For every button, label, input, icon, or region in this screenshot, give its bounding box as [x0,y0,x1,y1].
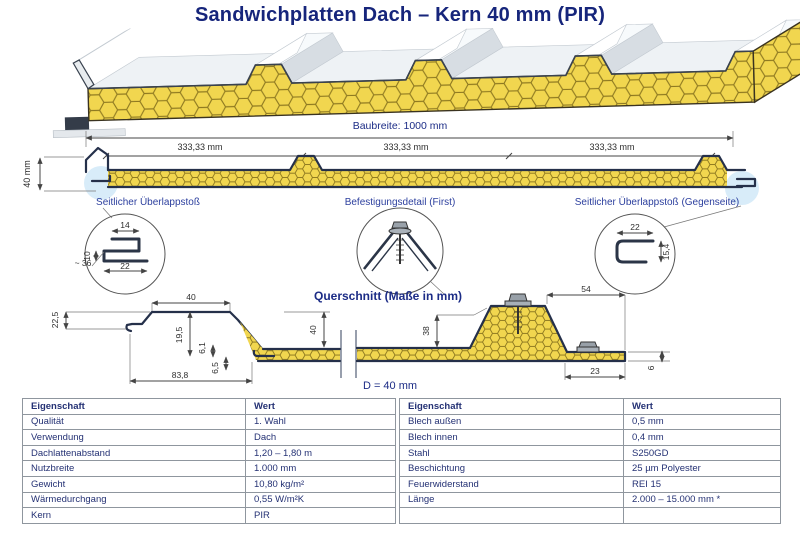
spec-cell: 1,20 – 1,80 m [246,445,396,461]
spec-cell: Nutzbreite [23,461,246,477]
detail-right-dim-side: 15,4 [661,243,671,261]
cross-section-foam [108,157,727,186]
spec-cell: 25 µm Polyester [624,461,781,477]
detail-right-dim-top: 22 [630,222,640,232]
table-row [23,508,396,524]
table-header-row [400,399,781,415]
table-row [400,461,781,477]
page-title: Sandwichplatten Dach – Kern 40 mm (PIR) [194,4,606,26]
spec-cell: Dach [246,430,396,446]
detail-left-dim-bottom: 22 [120,261,130,271]
dim-22-5: 22,5 [50,311,60,329]
table-row [23,445,396,461]
spec-cell: 1. Wahl [246,414,396,430]
querschnitt-drawing [50,284,670,392]
header-wert: Wert [246,399,396,415]
segment-dim-3: 333,33 mm [589,142,635,152]
table-row [400,414,781,430]
table-row [400,430,781,446]
detail-circle-left [75,214,165,294]
table-row [23,414,396,430]
spec-cell: 1.000 mm [246,461,396,477]
spec-cell: PIR [246,508,396,524]
callout-right-label: Seitlicher Überlappstoß (Gegenseite) [574,197,740,208]
header-eigenschaft: Eigenschaft [400,399,624,415]
table-row [23,461,396,477]
height-dim: 40 mm [22,160,32,188]
spec-cell: REI 15 [624,476,781,492]
dim-40-mid: 40 [308,325,318,335]
detail-circle-right [595,214,675,294]
spec-cell: 0,5 mm [624,414,781,430]
spec-cell: 0,4 mm [624,430,781,446]
table-row [23,492,396,508]
spec-cell: Kern [23,508,246,524]
spec-cell: 2.000 – 15.000 mm * [624,492,781,508]
dim-40-left: 40 [186,292,196,302]
querschnitt-title: Querschnitt (Maße in mm) [313,289,463,303]
dim-6-1: 6,1 [197,342,207,354]
panel-edge-flashing [73,60,94,90]
header-wert: Wert [624,399,781,415]
table-row [400,445,781,461]
detail-circle-fastener [357,208,444,294]
spec-cell: Beschichtung [400,461,624,477]
spec-cell: Stahl [400,445,624,461]
dim-38: 38 [421,326,431,336]
spec-cell: 10,80 kg/m² [246,476,396,492]
dim-6: 6 [646,365,656,371]
spec-cell: Verwendung [23,430,246,446]
cross-section-drawing [22,120,759,227]
spec-table-left [22,398,396,524]
spec-cell [400,508,624,524]
spec-cell: Feuerwiderstand [400,476,624,492]
spec-cell: 0,55 W/m²K [246,492,396,508]
panel-3d-render [50,10,800,138]
spec-cell: Gewicht [23,476,246,492]
screw-icon [389,222,411,264]
dim-54: 54 [581,284,591,294]
callout-left-label: Seitlicher Überlappstoß [96,197,200,208]
table-row [400,476,781,492]
table-row [400,508,781,524]
spec-cell: Wärmedurchgang [23,492,246,508]
spec-tables [22,398,779,524]
table-row [23,476,396,492]
table-header-row [23,399,396,415]
detail-left-dim-side: 10 [82,251,92,261]
dim-19-5: 19,5 [174,326,184,344]
table-row [23,430,396,446]
spec-cell: Blech innen [400,430,624,446]
segment-dim-1: 333,33 mm [177,142,223,152]
detail-left-dim-top: 14 [120,220,130,230]
dim-6-5: 6,5 [210,362,220,374]
spec-cell [624,508,781,524]
spec-cell: Qualität [23,414,246,430]
baubreite-label: Baubreite: 1000 mm [352,120,448,132]
spec-table-right [399,398,781,524]
dim-23: 23 [590,366,600,376]
dim-83-8: 83,8 [171,370,189,380]
callout-center-label: Befestigungsdetail (First) [344,197,456,208]
spec-cell: Blech außen [400,414,624,430]
spec-cell: Dachlattenabstand [23,445,246,461]
detail-left-dim-angle: ~ 36 [74,258,92,268]
table-row [400,492,781,508]
segment-dim-2: 333,33 mm [383,142,429,152]
spec-cell: S250GD [624,445,781,461]
core-thickness-label: D = 40 mm [362,380,418,392]
strip-screw-icon [577,342,599,352]
spec-cell: Länge [400,492,624,508]
header-eigenschaft: Eigenschaft [23,399,246,415]
